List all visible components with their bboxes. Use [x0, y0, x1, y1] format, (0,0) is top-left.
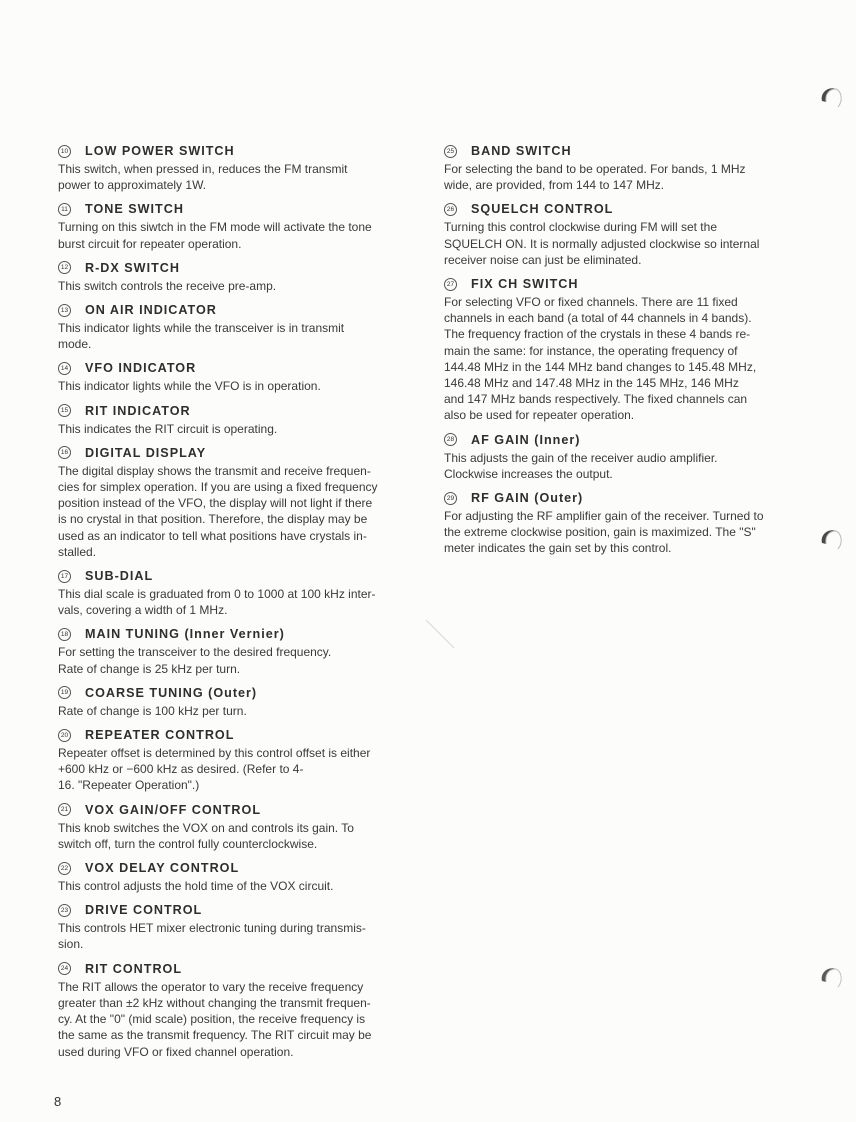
section-heading: [58, 624, 400, 644]
circled-number: 11: [58, 203, 71, 216]
body-line: meter indicates the gain set by this control.: [444, 541, 672, 556]
body-line: 146.48 MHz and 147.48 MHz in the 145 MHz, 146 MHz: [444, 376, 739, 391]
section-heading: [58, 300, 400, 320]
body-line: For setting the transceiver to the desired frequency.: [58, 645, 332, 660]
section-11: [58, 199, 400, 251]
section-body: [444, 508, 786, 557]
body-line: receiver noise can just be eliminated.: [444, 252, 642, 267]
circled-number: 12: [58, 261, 71, 274]
body-line: This indicator lights while the transceiver is in transmit: [58, 321, 345, 336]
section-title: DRIVE CONTROL: [85, 903, 203, 918]
page-number: 8: [54, 1094, 62, 1109]
section-title: VOX DELAY CONTROL: [85, 861, 240, 876]
section-title: COARSE TUNING (Outer): [85, 685, 258, 700]
section-15: [58, 401, 400, 437]
body-line: SQUELCH ON. It is normally adjusted clockwise so internal: [444, 236, 760, 251]
section-body: [58, 219, 400, 251]
section-body: [58, 820, 400, 852]
body-line: This control adjusts the hold time of the VOX circuit.: [58, 879, 334, 894]
section-title: MAIN TUNING (Inner Vernier): [85, 627, 285, 642]
body-line: cy. At the "0" (mid scale) position, the receive frequency is: [58, 1012, 366, 1027]
section-18: [58, 624, 400, 676]
section-heading: [58, 900, 400, 920]
section-title: SQUELCH CONTROL: [471, 202, 614, 217]
body-line: Repeater offset is determined by this control offset is either: [58, 746, 371, 761]
section-title: SUB-DIAL: [85, 569, 154, 584]
section-body: [444, 450, 786, 482]
body-line: also be used for repeater operation.: [444, 408, 635, 423]
body-line: channels in each band (a total of 44 channels in 4 bands).: [444, 311, 752, 326]
body-line: This knob switches the VOX on and controls its gain. To: [58, 820, 354, 835]
body-line: wide, are provided, from 144 to 147 MHz.: [444, 178, 665, 193]
section-14: [58, 358, 400, 394]
section-title: R-DX SWITCH: [85, 260, 180, 275]
body-line: 16. "Repeater Operation".): [58, 778, 200, 793]
section-body: [58, 703, 400, 719]
section-heading: [58, 800, 400, 820]
section-heading: [444, 141, 786, 161]
body-line: The digital display shows the transmit and receive frequen-: [58, 463, 371, 478]
section-body: [58, 421, 400, 437]
circled-number: 18: [58, 628, 71, 641]
section-title: RIT CONTROL: [85, 961, 183, 976]
section-16: [58, 443, 400, 560]
circled-number: 27: [444, 278, 457, 291]
section-body: [58, 878, 400, 894]
circled-number: 15: [58, 404, 71, 417]
section-heading: [58, 959, 400, 979]
circled-number: 23: [58, 904, 71, 917]
circled-number: 28: [444, 433, 457, 446]
section-25: [444, 141, 786, 193]
circled-number: 22: [58, 862, 71, 875]
body-line: The RIT allows the operator to vary the receive frequency: [58, 979, 364, 994]
body-line: The frequency fraction of the crystals in these 4 bands re-: [444, 327, 751, 342]
stray-pencil-mark: [424, 618, 458, 652]
binder-hole-mark-bottom: [816, 963, 846, 993]
body-line: position instead of the VFO, the display will not light if there: [58, 496, 373, 511]
body-line: For selecting the band to be operated. For bands, 1 MHz: [444, 162, 746, 176]
section-heading: [58, 683, 400, 703]
circled-number: 20: [58, 729, 71, 742]
body-line: Turning on this siwtch in the FM mode will activate the tone: [58, 220, 372, 235]
section-title: AF GAIN (Inner): [471, 432, 581, 447]
section-12: [58, 258, 400, 294]
body-line: Clockwise increases the output.: [444, 466, 613, 481]
section-body: [58, 979, 400, 1060]
section-heading: [58, 258, 400, 278]
section-title: LOW POWER SWITCH: [85, 144, 235, 158]
section-heading: [58, 358, 400, 378]
circled-number: 29: [444, 492, 457, 505]
section-heading: [444, 430, 786, 450]
section-title: DIGITAL DISPLAY: [85, 445, 207, 460]
body-line: This controls HET mixer electronic tuning during transmis-: [58, 921, 366, 936]
section-body: [58, 378, 400, 394]
body-line: Turning this control clockwise during FM will set the: [444, 220, 717, 235]
body-line: burst circuit for repeater operation.: [58, 236, 242, 251]
body-line: power to approximately 1W.: [58, 178, 207, 193]
body-line: Rate of change is 25 kHz per turn.: [58, 661, 241, 676]
circled-number: 10: [58, 145, 71, 158]
section-body: [58, 644, 400, 676]
body-line: mode.: [58, 337, 92, 352]
section-21: [58, 800, 400, 852]
body-line: For selecting VFO or fixed channels. There are 11 fixed: [444, 295, 738, 310]
body-line: This adjusts the gain of the receiver audio amplifier.: [444, 450, 718, 465]
circled-number: 24: [58, 962, 71, 975]
circled-number: 25: [444, 145, 457, 158]
section-body: [444, 294, 786, 424]
section-13: [58, 300, 400, 352]
section-body: [58, 586, 400, 618]
binder-hole-mark-top: [816, 83, 846, 113]
left-column: [58, 141, 400, 1066]
section-27: [444, 274, 786, 424]
section-title: ON AIR INDICATOR: [85, 303, 217, 318]
body-line: cies for simplex operation. If you are using a fixed frequency: [58, 480, 378, 495]
section-title: VOX GAIN/OFF CONTROL: [85, 802, 262, 817]
body-line: the same as the transmit frequency. The RIT circuit may be: [58, 1028, 372, 1043]
section-title: VFO INDICATOR: [85, 361, 197, 376]
section-heading: [58, 725, 400, 745]
section-title: REPEATER CONTROL: [85, 728, 235, 743]
body-line: 144.48 MHz in the 144 MHz band changes to 145.48 MHz,: [444, 359, 757, 374]
circled-number: 17: [58, 570, 71, 583]
body-line: is no crystal in that position. Therefore, the display may be: [58, 512, 368, 527]
section-22: [58, 858, 400, 894]
circled-number: 26: [444, 203, 457, 216]
section-heading: [444, 199, 786, 219]
circled-number: 13: [58, 304, 71, 317]
body-line: This indicator lights while the VFO is in operation.: [58, 379, 321, 394]
section-heading: [58, 443, 400, 463]
body-line: switch off, turn the control fully counterclockwise.: [58, 836, 318, 851]
section-heading: [58, 199, 400, 219]
body-line: main the same: for instance, the operating frequency of: [444, 343, 738, 358]
section-19: [58, 683, 400, 719]
section-heading: [58, 401, 400, 421]
body-line: This switch, when pressed in, reduces the FM transmit: [58, 162, 348, 176]
body-line: the extreme clockwise position, gain is maximized. The "S": [444, 525, 756, 540]
circled-number: 19: [58, 686, 71, 699]
section-body: [58, 320, 400, 352]
body-line: and 147 MHz bands respectively. The fixed channels can: [444, 392, 748, 407]
section-heading: [58, 141, 400, 161]
body-line: Rate of change is 100 kHz per turn.: [58, 703, 247, 718]
section-10: [58, 141, 400, 193]
section-heading: [58, 566, 400, 586]
section-17: [58, 566, 400, 618]
body-line: vals, covering a width of 1 MHz.: [58, 603, 228, 618]
body-line: used during VFO or fixed channel operation.: [58, 1044, 294, 1059]
body-line: For adjusting the RF amplifier gain of the receiver. Turned to: [444, 509, 764, 524]
section-heading: [444, 274, 786, 294]
section-24: [58, 959, 400, 1060]
body-line: This switch controls the receive pre-amp.: [58, 278, 277, 293]
section-body: [444, 161, 786, 193]
section-body: [58, 463, 400, 560]
section-body: [58, 161, 400, 193]
circled-number: 21: [58, 803, 71, 816]
section-29: [444, 488, 786, 557]
section-title: RIT INDICATOR: [85, 403, 191, 418]
body-line: +600 kHz or −600 kHz as desired. (Refer to 4-: [58, 762, 304, 777]
right-column: [444, 141, 786, 563]
section-body: [58, 920, 400, 952]
circled-number: 16: [58, 446, 71, 459]
section-heading: [444, 488, 786, 508]
section-body: [58, 745, 400, 794]
section-title: TONE SWITCH: [85, 202, 184, 217]
body-line: sion.: [58, 937, 84, 952]
section-23: [58, 900, 400, 952]
section-title: FIX CH SWITCH: [471, 277, 579, 292]
section-28: [444, 430, 786, 482]
body-line: used as an indicator to tell what positions have crystals in-: [58, 528, 367, 543]
section-20: [58, 725, 400, 794]
section-title: RF GAIN (Outer): [471, 491, 584, 506]
section-body: [444, 219, 786, 268]
body-line: This dial scale is graduated from 0 to 1000 at 100 kHz inter-: [58, 587, 376, 602]
section-heading: [58, 858, 400, 878]
body-line: stalled.: [58, 544, 97, 559]
section-body: [58, 278, 400, 294]
section-26: [444, 199, 786, 268]
body-line: greater than ±2 kHz without changing the transmit frequen-: [58, 995, 371, 1010]
body-line: This indicates the RIT circuit is operating.: [58, 421, 278, 436]
circled-number: 14: [58, 362, 71, 375]
binder-hole-mark-middle: [816, 525, 846, 555]
section-title: BAND SWITCH: [471, 144, 572, 158]
